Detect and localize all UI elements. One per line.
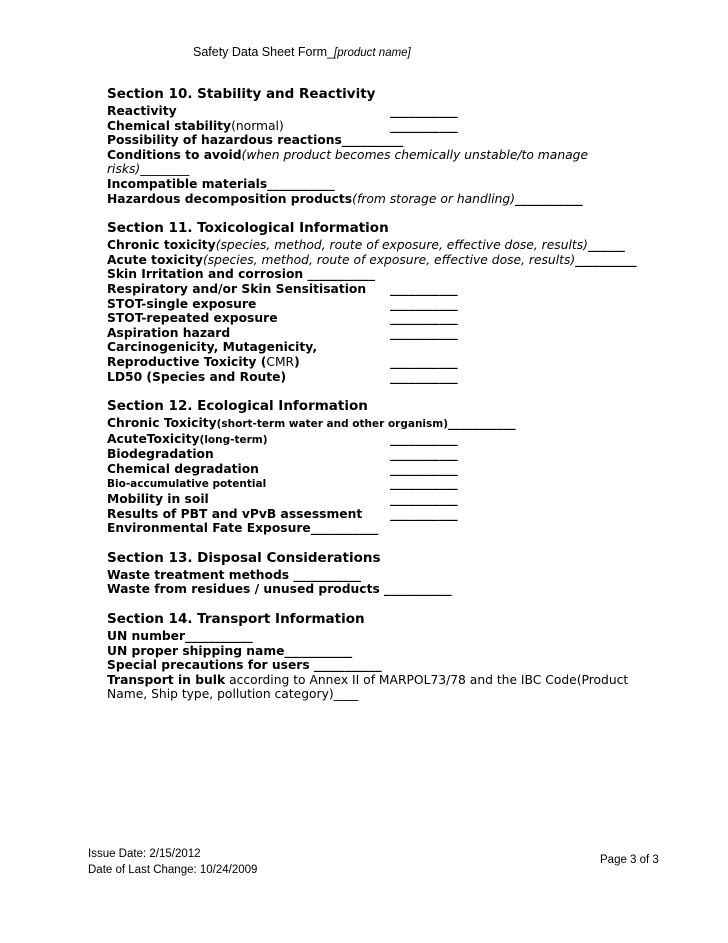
ld50-row — [107, 370, 707, 385]
stot-single-row — [107, 297, 707, 312]
chemical-degradation-blank[interactable]: ___________ — [390, 461, 458, 476]
hazardous-reactions-row[interactable]: Possibility of hazardous reactions__________ — [107, 133, 404, 148]
acute-toxicity-label: Acute toxicity — [107, 252, 203, 267]
eco-acute-toxicity-blank[interactable]: ___________ — [390, 431, 458, 446]
waste-treatment-row[interactable]: Waste treatment methods ___________ — [107, 567, 362, 582]
last-change-date: Date of Last Change: 10/24/2009 — [88, 864, 258, 876]
stot-single-blank[interactable]: ___________ — [390, 296, 458, 311]
eco-acute-toxicity-row — [107, 432, 707, 448]
chemical-degradation-row — [107, 462, 707, 477]
pbt-blank[interactable]: ___________ — [390, 506, 458, 521]
section-13-title: Section 13. Disposal Considerations — [107, 549, 381, 566]
skin-irritation-row[interactable]: Skin Irritation and corrosion ___________ — [107, 267, 376, 282]
reproductive-toxicity-blank[interactable]: ___________ — [390, 354, 458, 369]
eco-acute-toxicity-label: AcuteToxicity — [107, 431, 200, 446]
section-14-title: Section 14. Transport Information — [107, 611, 365, 628]
eco-chronic-toxicity-label: Chronic Toxicity — [107, 416, 217, 431]
acute-toxicity-blank[interactable]: __________ — [575, 252, 637, 267]
chronic-toxicity-row — [107, 238, 707, 253]
pbt-label: Results of PBT and vPvB assessment — [107, 506, 363, 521]
environmental-fate-row[interactable]: Environmental Fate Exposure___________ — [107, 521, 379, 536]
eco-chronic-toxicity-blank[interactable]: ___________ — [448, 416, 516, 431]
section-10-title: Section 10. Stability and Reactivity — [107, 86, 376, 102]
respiratory-sensitisation-row — [107, 282, 707, 297]
hazardous-decomposition-row — [107, 192, 707, 207]
transport-bulk-note: according to Annex II of MARPOL73/78 and the IBC Code(Product Name, Ship type, pollution category)____ — [107, 672, 629, 702]
chronic-toxicity-blank[interactable]: ______ — [587, 238, 625, 253]
bioaccumulative-row — [107, 476, 707, 492]
aspiration-hazard-blank[interactable]: ___________ — [390, 325, 458, 340]
acute-toxicity-note: (species, method, route of exposure, effective dose, results) — [202, 252, 576, 267]
incompatible-materials-row[interactable]: Incompatible materials___________ — [107, 176, 335, 191]
chemical-stability-row — [107, 119, 707, 134]
ld50-blank[interactable]: ___________ — [390, 369, 458, 384]
mobility-row — [107, 492, 707, 507]
chemical-stability-label: Chemical stability — [107, 118, 232, 133]
chemical-stability-note: (normal) — [231, 118, 284, 133]
conditions-to-avoid-label: Conditions to avoid — [107, 147, 242, 162]
reproductive-toxicity-paren: ) — [294, 354, 300, 369]
stot-repeated-blank[interactable]: ___________ — [390, 311, 458, 326]
chronic-toxicity-note: (species, method, route of exposure, effective dose, results) — [215, 238, 588, 253]
conditions-to-avoid-row[interactable] — [107, 148, 652, 177]
hazardous-decomposition-note: (from storage or handling) — [352, 191, 516, 206]
biodegradation-row — [107, 447, 707, 462]
hazardous-decomposition-blank[interactable]: ___________ — [515, 191, 583, 206]
section-11-title: Section 11. Toxicological Information — [107, 220, 389, 237]
chemical-stability-blank[interactable]: ___________ — [390, 118, 458, 133]
aspiration-hazard-row — [107, 326, 707, 341]
section-12 — [107, 396, 707, 536]
transport-bulk-row[interactable] — [107, 673, 652, 702]
transport-bulk-label: Transport in bulk — [107, 672, 226, 687]
chronic-toxicity-label: Chronic toxicity — [107, 238, 216, 253]
bioaccumulative-label: Bio-accumulative potential — [107, 478, 267, 491]
mobility-label: Mobility in soil — [107, 492, 209, 507]
un-number-row[interactable]: UN number___________ — [107, 629, 253, 644]
chemical-degradation-label: Chemical degradation — [107, 461, 259, 476]
ld50-label: LD50 (Species and Route) — [107, 369, 287, 384]
section-13 — [107, 548, 707, 597]
cmr-abbrev: CMR — [266, 354, 295, 369]
reproductive-toxicity-label: Reproductive Toxicity ( — [107, 354, 267, 369]
stot-repeated-row — [107, 311, 707, 326]
bioaccumulative-blank[interactable]: ___________ — [390, 476, 458, 491]
section-12-title: Section 12. Ecological Information — [107, 398, 368, 415]
reactivity-row — [107, 104, 707, 119]
acute-toxicity-row — [107, 253, 707, 268]
header-product-placeholder: [product name] — [334, 47, 411, 59]
aspiration-hazard-label: Aspiration hazard — [107, 325, 231, 340]
reactivity-label: Reactivity — [107, 104, 177, 118]
reproductive-toxicity-row — [107, 355, 707, 370]
biodegradation-blank[interactable]: ___________ — [390, 447, 458, 462]
page-header — [193, 45, 411, 59]
mobility-blank[interactable]: ___________ — [390, 492, 458, 507]
header-title: Safety Data Sheet Form_ — [193, 45, 335, 59]
un-shipping-name-row[interactable]: UN proper shipping name___________ — [107, 643, 353, 658]
issue-date: Issue Date: 2/15/2012 — [88, 848, 201, 860]
waste-residues-row[interactable]: Waste from residues / unused products ___________ — [107, 582, 452, 597]
reactivity-blank[interactable]: ___________ — [390, 104, 458, 118]
pbt-row — [107, 507, 707, 522]
section-10 — [107, 84, 707, 206]
respiratory-sensitisation-label: Respiratory and/or Skin Sensitisation — [107, 281, 367, 296]
stot-single-label: STOT-single exposure — [107, 296, 257, 311]
footer-dates — [88, 846, 257, 878]
sds-content — [107, 84, 707, 702]
carcinogenicity-row: Carcinogenicity, Mutagenicity, — [107, 340, 317, 355]
special-precautions-row[interactable]: Special precautions for users ___________ — [107, 658, 382, 673]
section-14 — [107, 609, 707, 702]
respiratory-sensitisation-blank[interactable]: ___________ — [390, 281, 458, 296]
biodegradation-label: Biodegradation — [107, 447, 214, 462]
eco-chronic-toxicity-note: (short-term water and other organism) — [216, 418, 449, 431]
page-number: Page 3 of 3 — [600, 854, 659, 866]
eco-chronic-toxicity-row — [107, 416, 707, 432]
conditions-to-avoid-note: (when product becomes chemically unstable/to manage risks)________ — [107, 147, 589, 177]
stot-repeated-label: STOT-repeated exposure — [107, 311, 278, 326]
hazardous-decomposition-label: Hazardous decomposition products — [107, 191, 353, 206]
eco-acute-toxicity-note: (long-term) — [199, 433, 268, 446]
section-11 — [107, 218, 707, 384]
